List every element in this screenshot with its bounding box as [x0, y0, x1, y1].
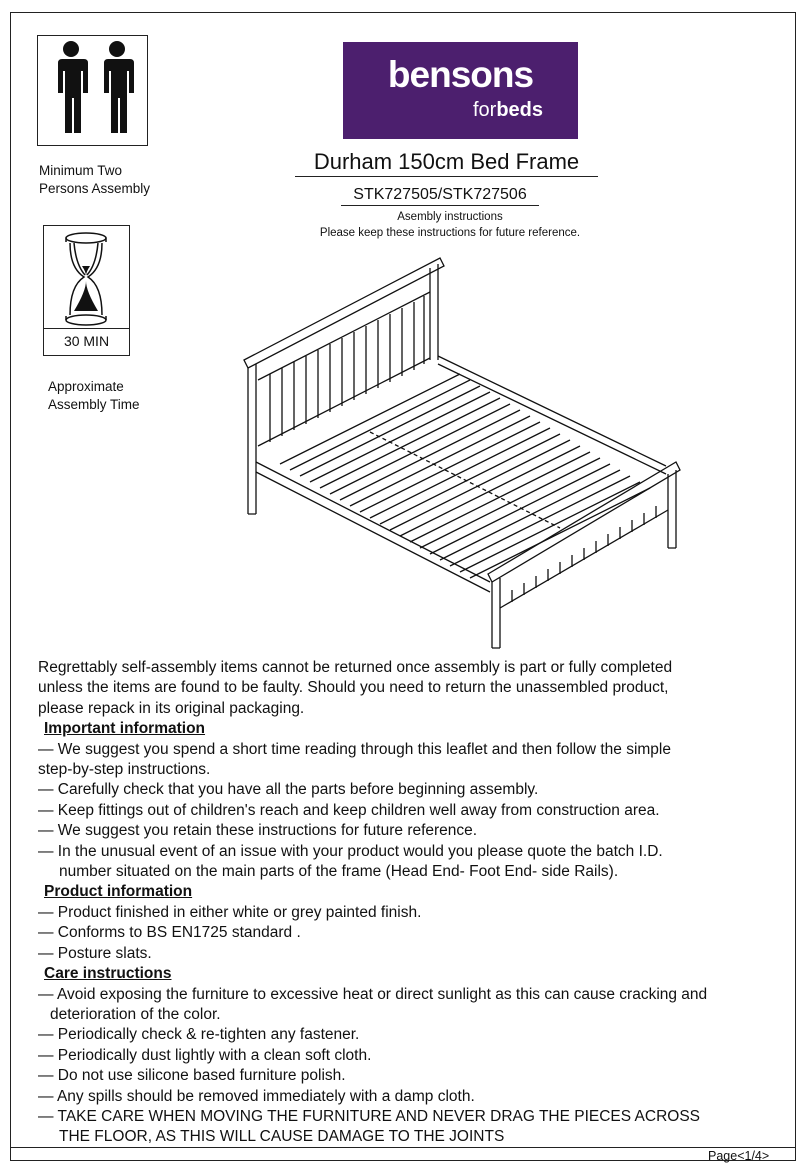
- important-line: — We suggest you retain these instructions for future reference.: [38, 822, 478, 840]
- product-heading: Product information: [44, 883, 193, 901]
- two-persons-icon: [37, 35, 148, 146]
- persons-caption-line2: Persons Assembly: [39, 181, 151, 196]
- care-heading: Care instructions: [44, 965, 172, 983]
- care-line: — TAKE CARE WHEN MOVING THE FURNITURE AND NEVER DRAG THE PIECES ACROSS: [38, 1107, 701, 1125]
- body-text: [38, 658, 778, 1148]
- product-code: STK727505/STK727506: [341, 184, 539, 206]
- intro-line: unless the items are found to be faulty. Should you need to return the unassembled product,: [38, 679, 669, 697]
- important-heading: Important information: [44, 720, 206, 738]
- keep-instructions-note: Please keep these instructions for future reference.: [319, 227, 581, 239]
- care-line: — Avoid exposing the furniture to excessive heat or direct sunlight as this can cause cracking and: [38, 985, 708, 1003]
- assembly-time-box: [43, 225, 130, 356]
- care-line: — Periodically dust lightly with a clean soft cloth.: [38, 1046, 372, 1064]
- important-line: step-by-step instructions.: [38, 761, 211, 779]
- timer-label: 30 MIN: [44, 328, 129, 351]
- important-line: — Carefully check that you have all the parts before beginning assembly.: [38, 781, 539, 799]
- care-line: THE FLOOR, AS THIS WILL CAUSE DAMAGE TO THE JOINTS: [59, 1128, 505, 1146]
- page-number: Page<1/4>: [708, 1149, 770, 1163]
- logo-tagline: forbeds: [473, 99, 544, 121]
- time-caption-line2: Assembly Time: [48, 397, 140, 412]
- important-line: number situated on the main parts of the frame (Head End- Foot End- side Rails).: [59, 863, 619, 881]
- product-line: — Product finished in either white or grey painted finish.: [38, 903, 422, 921]
- care-line: — Periodically check & re-tighten any fastener.: [38, 1026, 360, 1044]
- product-line: — Conforms to BS EN1725 standard .: [38, 924, 301, 942]
- care-line: — Do not use silicone based furniture polish.: [38, 1067, 346, 1085]
- care-line: deterioration of the color.: [50, 1005, 221, 1023]
- persons-caption-line1: Minimum Two: [39, 163, 123, 178]
- bensons-logo: [343, 42, 578, 139]
- hourglass-icon: [44, 226, 128, 330]
- logo-brand: bensons: [387, 54, 534, 95]
- footer-rule: [10, 1147, 796, 1148]
- intro-line: please repack in its original packaging.: [38, 699, 305, 717]
- important-line: — In the unusual event of an issue with your product would you please quote the batch I.D.: [38, 842, 663, 860]
- important-line: — We suggest you spend a short time reading through this leaflet and then follow the simple: [38, 740, 671, 758]
- intro-line: Regrettably self-assembly items cannot be returned once assembly is part or fully completed: [38, 659, 673, 676]
- instructions-subtitle: Asembly instructions: [397, 211, 503, 223]
- time-caption-line1: Approximate: [48, 379, 124, 394]
- product-line: — Posture slats.: [38, 944, 152, 962]
- product-title: Durham 150cm Bed Frame: [295, 148, 598, 177]
- important-line: — Keep fittings out of children's reach and keep children well away from construction area.: [38, 801, 660, 819]
- care-line: — Any spills should be removed immediately with a damp cloth.: [38, 1087, 475, 1105]
- bed-frame-illustration: [230, 252, 690, 652]
